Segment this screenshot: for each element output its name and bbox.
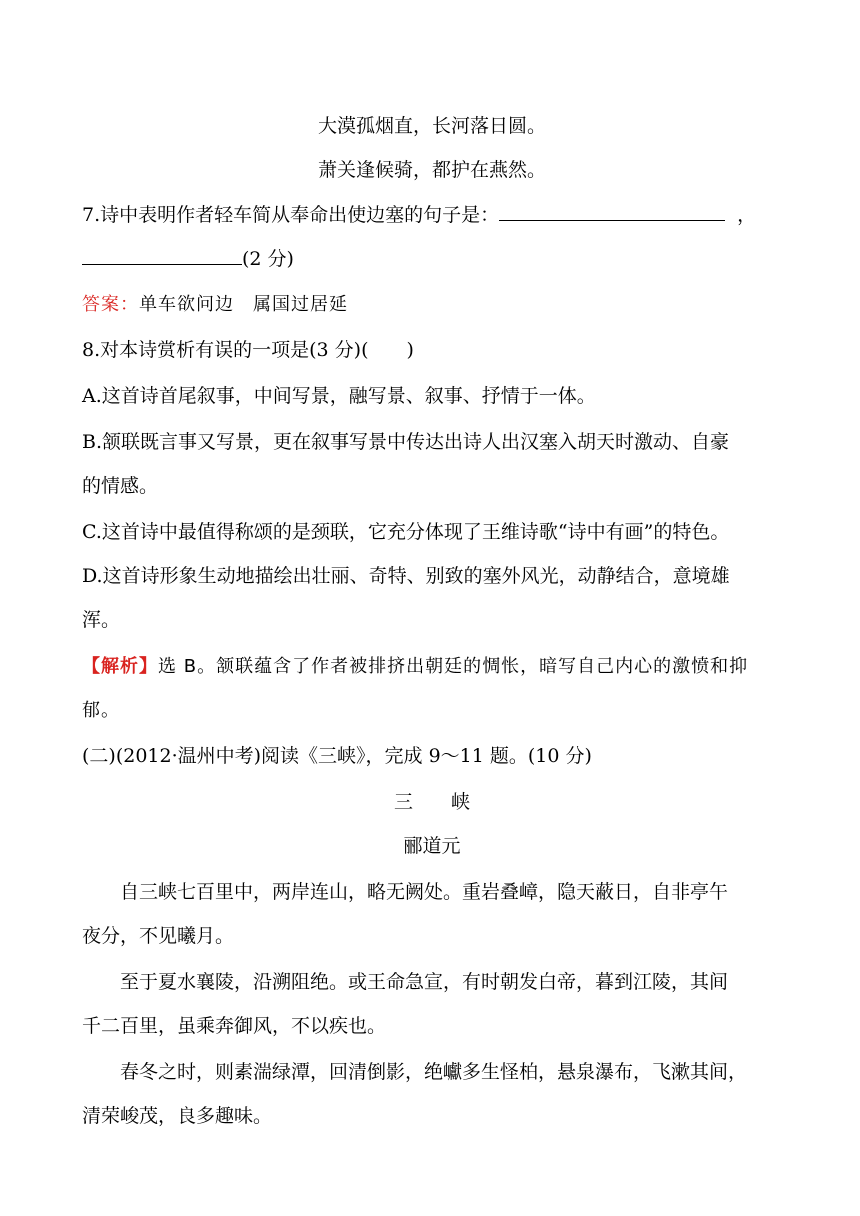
analysis [82, 652, 782, 681]
analysis-text-1: 选 B。颔联蕴含了作者被排挤出朝廷的惆怅，暗写自己内心的激愤和抑 [158, 656, 749, 677]
paragraph-3-line-2: 清荣峻茂，良多趣味。 [82, 1105, 273, 1127]
answer-text: 单车欲问边 属国过居延 [139, 294, 348, 315]
question-8: 8.对本诗赏析有误的一项是(3 分)( ) [82, 339, 414, 361]
question-7-answer [82, 290, 782, 319]
question-7 [82, 200, 782, 229]
question-7-text: 7.诗中表明作者轻车简从奉命出使边塞的句子是： [82, 204, 500, 226]
analysis-text-2: 郁。 [82, 700, 120, 721]
option-c: C.这首诗中最值得称颂的是颈联，它充分体现了王维诗歌“诗中有画”的特色。 [82, 521, 730, 543]
passage-title: 三 峡 [393, 791, 470, 813]
option-b-line-1: B.颔联既言事又写景，更在叙事写景中传达出诗人出汉塞入胡天时激动、自豪 [82, 431, 730, 453]
option-a: A.这首诗首尾叙事，中间写景，融写景、叙事、抒情于一体。 [82, 385, 596, 407]
paragraph-3-line-1: 春冬之时，则素湍绿潭，回清倒影，绝巘多生怪柏，悬泉瀑布，飞漱其间， [120, 1061, 748, 1083]
question-7-score: (2 分) [242, 248, 294, 270]
answer-blank-1[interactable] [499, 200, 725, 221]
question-7-comma: ， [737, 204, 757, 226]
option-d-line-1: D.这首诗形象生动地描绘出壮丽、奇特、别致的塞外风光，动静结合，意境雄 [82, 565, 730, 587]
analysis-line-2 [82, 696, 782, 725]
section-heading: (二)(2012·温州中考)阅读《三峡》，完成 9～11 题。(10 分) [82, 745, 592, 767]
paragraph-2-line-2: 千二百里，虽乘奔御风，不以疾也。 [82, 1015, 387, 1037]
option-b-line-2: 的情感。 [82, 475, 159, 497]
question-7-line-2 [82, 244, 782, 273]
paragraph-2-line-1: 至于夏水襄陵，沿溯阻绝。或王命急宣，有时朝发白帝，暮到江陵，其间 [120, 971, 729, 993]
analysis-label: 【解析】 [82, 656, 158, 677]
answer-label: 答案： [82, 294, 139, 315]
passage-author: 郦道元 [403, 835, 461, 857]
paragraph-1-line-2: 夜分，不见曦月。 [82, 925, 235, 947]
option-d-line-2: 浑。 [82, 609, 121, 631]
poem-line-2: 萧关逢候骑，都护在燕然。 [317, 159, 546, 181]
answer-blank-2[interactable] [82, 244, 242, 265]
poem-line-1: 大漠孤烟直，长河落日圆。 [317, 115, 546, 137]
paragraph-1-line-1: 自三峡七百里中，两岸连山，略无阙处。重岩叠嶂，隐天蔽日，自非亭午 [120, 881, 729, 903]
